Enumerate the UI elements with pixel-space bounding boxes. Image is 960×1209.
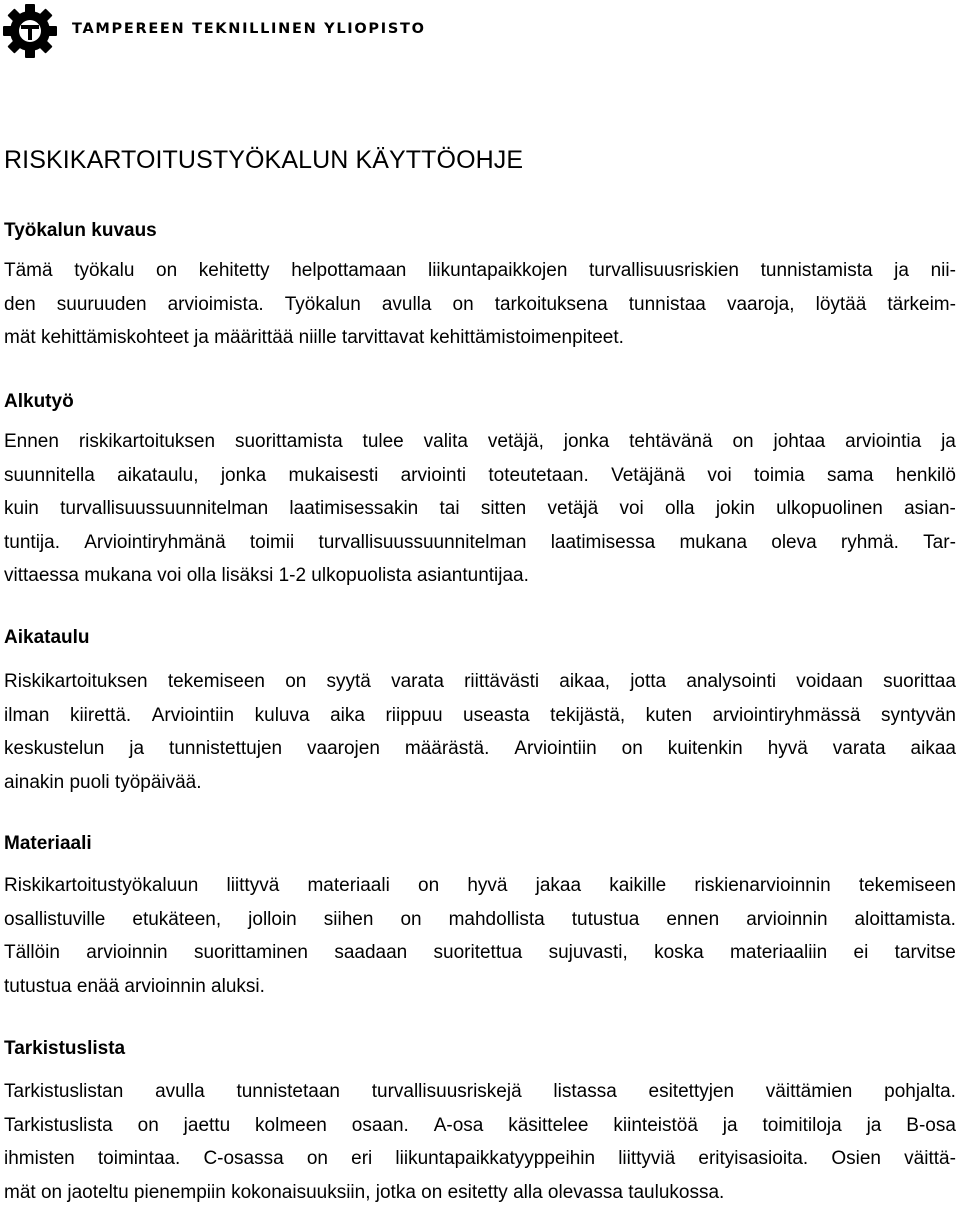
word: ja — [723, 1109, 738, 1143]
word: suorittaminen — [194, 936, 308, 970]
word: tunnistetaan — [236, 1075, 340, 1109]
text-line: vittaessa mukana voi olla lisäksi 1-2 ulkopuolista asiantuntijaa. — [4, 559, 956, 593]
word: toimia — [754, 459, 805, 493]
word: jonka — [221, 459, 266, 493]
organization-name: TAMPEREEN TEKNILLINEN YLIOPISTO — [72, 21, 426, 37]
word: avulla — [155, 1075, 205, 1109]
word: suoritettua — [434, 936, 523, 970]
word: eri — [351, 1142, 372, 1176]
word: suorittaa — [883, 665, 956, 699]
word: Riskikartoitustyökaluun — [4, 869, 198, 903]
word: ja — [867, 1109, 882, 1143]
word: riskikartoituksen — [79, 425, 215, 459]
word: Arviointiryhmänä — [84, 526, 226, 560]
word: kiirettä. — [70, 699, 131, 733]
word: työkalu — [74, 254, 134, 288]
word: ja — [129, 732, 144, 766]
word: kolmeen — [255, 1109, 327, 1143]
word: voi — [619, 492, 643, 526]
word: kuitenkin — [668, 732, 743, 766]
word: laatimisessakin — [289, 492, 418, 526]
word: varata — [391, 665, 444, 699]
word: ennen — [666, 903, 719, 937]
word: mukaisesti — [289, 459, 379, 493]
word: syytä — [327, 665, 371, 699]
word: Ennen — [4, 425, 59, 459]
word: suuruuden — [57, 288, 147, 322]
word: liikuntapaikkatyyppeihin — [395, 1142, 595, 1176]
word: jotta — [630, 665, 666, 699]
word: tulee — [363, 425, 404, 459]
word: mukana — [679, 526, 747, 560]
word: varata — [833, 732, 886, 766]
text-line: tutustua enää arvioinnin aluksi. — [4, 970, 956, 1004]
word: aikaa — [911, 732, 956, 766]
word: jokin — [716, 492, 755, 526]
text-line: mät on jaoteltu pienempiin kokonaisuuksiin, jotka on esitetty alla olevassa taulukossa. — [4, 1176, 956, 1209]
word: toimii — [250, 526, 294, 560]
word: riskienarvioinnin — [694, 869, 830, 903]
text-line — [4, 665, 956, 699]
word: tutustua — [572, 903, 640, 937]
word: käsittelee — [508, 1109, 588, 1143]
word: turvallisuusriskejä — [372, 1075, 522, 1109]
word: Tämä — [4, 254, 53, 288]
text-line — [4, 732, 956, 766]
word: suorittamista — [235, 425, 343, 459]
word: Tar- — [923, 526, 956, 560]
word: voi — [707, 459, 731, 493]
word: turvallisuussuunnitelman — [60, 492, 268, 526]
word: Arviointiin — [514, 732, 596, 766]
word: arvioimista. — [168, 288, 264, 322]
word: on — [156, 254, 177, 288]
word: tunnistamista — [761, 254, 873, 288]
word: on — [285, 665, 306, 699]
word: ihmisten — [4, 1142, 75, 1176]
word: arvioinnin — [746, 903, 827, 937]
word: aikataulu, — [117, 459, 198, 493]
text-line: mät kehittämiskohteet ja määrittää niille tarvittavat kehittämistoimenpiteet. — [4, 321, 956, 355]
word: kuin — [4, 492, 39, 526]
word: hyvä — [768, 732, 808, 766]
word: ilman — [4, 699, 49, 733]
word: saadaan — [334, 936, 407, 970]
word: valita — [424, 425, 468, 459]
text-line — [4, 526, 956, 560]
word: kehitetty — [199, 254, 270, 288]
word: löytää — [816, 288, 867, 322]
word: vetäjä — [548, 492, 599, 526]
word: tekijästä, — [550, 699, 625, 733]
word: aikaa, — [559, 665, 610, 699]
word: toimintaa. — [98, 1142, 180, 1176]
word: materiaaliin — [730, 936, 827, 970]
text-line — [4, 903, 956, 937]
section-text-materiaali — [4, 869, 956, 1003]
word: kaikille — [609, 869, 666, 903]
word: materiaali — [307, 869, 389, 903]
word: C-osassa — [203, 1142, 283, 1176]
word: turvallisuusriskien — [589, 254, 739, 288]
word: liittyvä — [226, 869, 279, 903]
word: sitten — [481, 492, 526, 526]
section-text-tyokalun-kuvaus — [4, 254, 956, 355]
word: olla — [665, 492, 695, 526]
word: etukäteen, — [132, 903, 221, 937]
word: tunnistettujen — [169, 732, 282, 766]
word: osallistuville — [4, 903, 105, 937]
word: kuten — [646, 699, 692, 733]
section-heading-tarkistuslista: Tarkistuslista — [4, 1037, 125, 1061]
word: den — [4, 288, 36, 322]
word: oleva — [771, 526, 816, 560]
word: tarkoituksena — [495, 288, 608, 322]
text-line — [4, 869, 956, 903]
word: Työkalun — [285, 288, 361, 322]
word: avulla — [382, 288, 432, 322]
word: siihen — [324, 903, 374, 937]
text-line — [4, 936, 956, 970]
word: on — [400, 903, 421, 937]
word: turvallisuussuunnitelman — [318, 526, 526, 560]
word: mahdollista — [449, 903, 545, 937]
word: useasta — [463, 699, 530, 733]
word: ulkopuolinen — [776, 492, 883, 526]
word: henkilö — [896, 459, 956, 493]
word: määrästä. — [405, 732, 489, 766]
text-line — [4, 425, 956, 459]
word: jaettu — [184, 1109, 230, 1143]
word: Riskikartoituksen — [4, 665, 148, 699]
word: on — [732, 425, 753, 459]
word: esitettyjen — [649, 1075, 735, 1109]
word: ryhmä. — [841, 526, 899, 560]
word: väittä- — [904, 1142, 956, 1176]
word: liittyviä — [618, 1142, 675, 1176]
word: sujuvasti, — [549, 936, 628, 970]
word: johtaa — [773, 425, 825, 459]
word: tai — [440, 492, 460, 526]
text-line — [4, 1075, 956, 1109]
word: vaarojen — [307, 732, 380, 766]
text-line — [4, 254, 956, 288]
word: B-osa — [906, 1109, 956, 1143]
text-line — [4, 288, 956, 322]
word: tekemiseen — [859, 869, 956, 903]
word: listassa — [553, 1075, 616, 1109]
section-text-tarkistuslista — [4, 1075, 956, 1209]
word: toimitiloja — [762, 1109, 841, 1143]
word: asian- — [904, 492, 956, 526]
word: syntyvän — [881, 699, 956, 733]
word: Osien — [831, 1142, 881, 1176]
word: on — [453, 288, 474, 322]
word: suunnitella — [4, 459, 95, 493]
text-line — [4, 699, 956, 733]
word: Arviointiin — [152, 699, 234, 733]
word: tarvitse — [895, 936, 956, 970]
page-header — [2, 2, 426, 60]
word: arviointiryhmässä — [713, 699, 861, 733]
word: on — [307, 1142, 328, 1176]
word: helpottamaan — [291, 254, 406, 288]
word: tuntija. — [4, 526, 60, 560]
section-heading-tyokalun-kuvaus: Työkalun kuvaus — [4, 219, 157, 243]
section-text-alkutyo — [4, 425, 956, 593]
word: analysointi — [686, 665, 776, 699]
document-title: RISKIKARTOITUSTYÖKALUN KÄYTTÖOHJE — [4, 145, 523, 175]
word: voidaan — [796, 665, 863, 699]
word: arvioinnin — [86, 936, 167, 970]
text-line — [4, 492, 956, 526]
word: nii- — [931, 254, 956, 288]
word: pohjalta. — [884, 1075, 956, 1109]
word: kuluva — [255, 699, 310, 733]
word: Tällöin — [4, 936, 60, 970]
word: laatimisessa — [551, 526, 656, 560]
word: hyvä — [467, 869, 507, 903]
word: Vetäjänä — [611, 459, 685, 493]
word: jakaa — [536, 869, 581, 903]
word: erityisasioita. — [698, 1142, 808, 1176]
word: tekemiseen — [168, 665, 265, 699]
word: koska — [654, 936, 704, 970]
word: aika — [330, 699, 365, 733]
word: ja — [894, 254, 909, 288]
word: arviointia — [845, 425, 921, 459]
word: tunnistaa — [629, 288, 706, 322]
word: liikuntapaikkojen — [428, 254, 567, 288]
word: toteutetaan. — [488, 459, 588, 493]
word: on — [418, 869, 439, 903]
section-heading-alkutyo: Alkutyö — [4, 390, 74, 414]
word: riittävästi — [464, 665, 539, 699]
university-gear-logo-icon — [2, 3, 58, 59]
section-heading-materiaali: Materiaali — [4, 832, 92, 856]
word: vetäjä, — [488, 425, 544, 459]
word: aloittamista. — [855, 903, 956, 937]
word: Tarkistuslistan — [4, 1075, 123, 1109]
word: Tarkistuslista — [4, 1109, 113, 1143]
word: ja — [941, 425, 956, 459]
word: on — [622, 732, 643, 766]
word: sama — [827, 459, 873, 493]
word: on — [138, 1109, 159, 1143]
word: arviointi — [401, 459, 466, 493]
word: jolloin — [248, 903, 297, 937]
section-heading-aikataulu: Aikataulu — [4, 626, 90, 650]
word: jonka — [564, 425, 609, 459]
word: vaaroja, — [727, 288, 795, 322]
word: keskustelun — [4, 732, 104, 766]
section-text-aikataulu — [4, 665, 956, 799]
word: tärkeim- — [887, 288, 956, 322]
text-line — [4, 1142, 956, 1176]
text-line — [4, 1109, 956, 1143]
word: ei — [854, 936, 869, 970]
word: A-osa — [434, 1109, 484, 1143]
word: tehtävänä — [629, 425, 712, 459]
text-line — [4, 459, 956, 493]
word: kiinteistöä — [613, 1109, 698, 1143]
word: osaan. — [352, 1109, 409, 1143]
text-line: ainakin puoli työpäivää. — [4, 766, 956, 800]
word: väittämien — [766, 1075, 853, 1109]
word: riippuu — [385, 699, 442, 733]
